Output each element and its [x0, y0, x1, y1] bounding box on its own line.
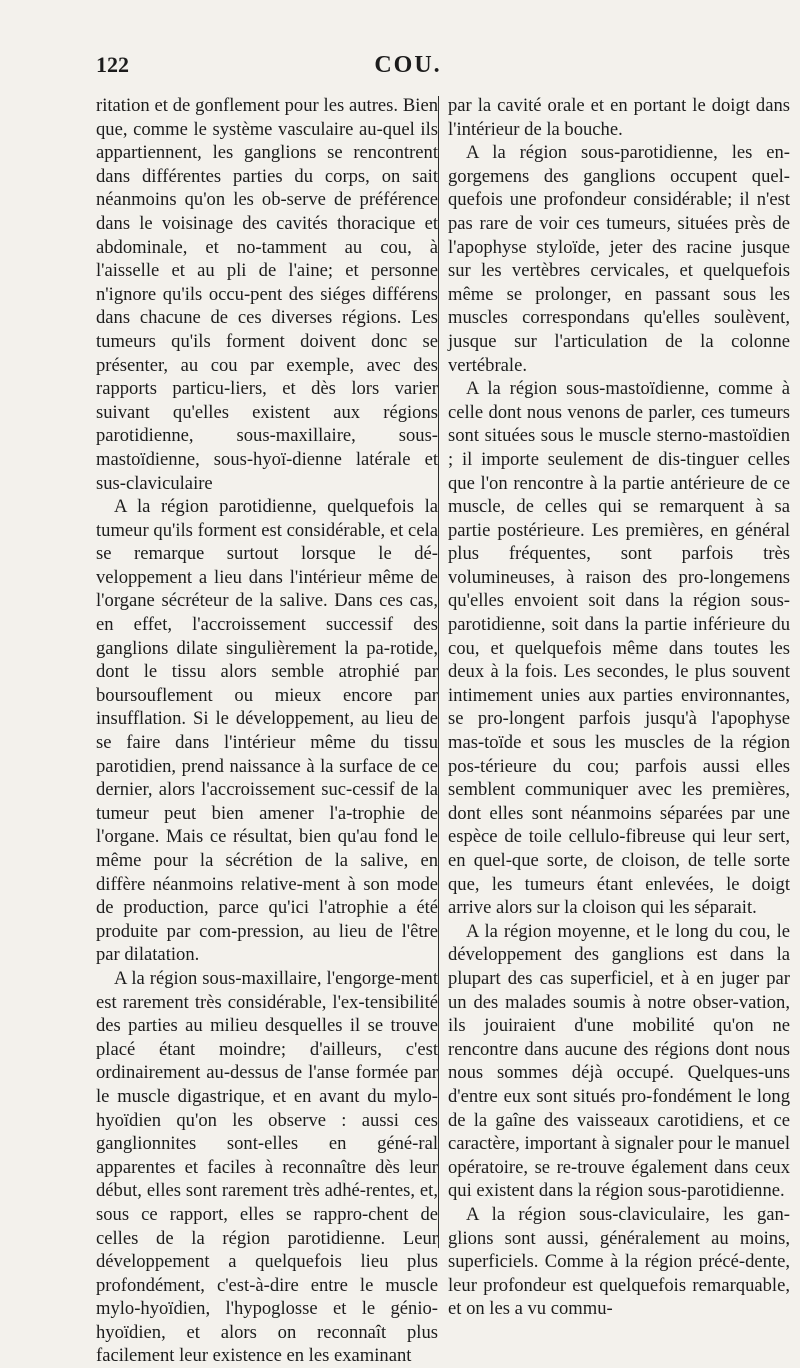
page-header [96, 52, 720, 88]
paragraph: A la région sous-parotidienne, les en-gorgemens des ganglions occupent quel-quefois une profondeur considérable; il n'est pas rare de voir ces tumeurs, situées près de l'apophyse styloïde, jeter des racine jusque sur les vertèbres cervicales, et quelquefois même se prolonger, en passant sous les muscles correspondans qu'elles soulèvent, jusque sur l'articulation de la colonne vertébrale. [448, 142, 790, 376]
paragraph: A la région moyenne, et le long du cou, le développement des ganglions est dans la plupart des cas superficiel, et à en juger par un des malades soumis à notre obser-vation, ils jouiraient d'une mobilité qu'on ne rencontre dans aucune des régions dont nous nous sommes déjà occupé. Quelques-uns d'entre eux sont situés pro-fondément le long de la gaîne des vaisseaux carotidiens, et ce caractère, important à signaler pour le manuel opératoire, se re-trouve également dans ceux qui existent dans la région sous-parotidienne. [448, 920, 790, 1202]
left-column [96, 94, 438, 1368]
paragraph: A la région sous-maxillaire, l'engorge-ment est rarement très considérable, l'ex-tensibilité des parties au milieu desquelles il se trouve placé étant moindre; d'ailleurs, c'est ordinairement au-dessus de l'anse formée par le muscle digastrique, et en avant du mylo-hyoïdien qu'on les observe : aussi ces ganglionnites sont-elles en géné-ral apparentes et faciles à reconnaître dès leur début, elles sont rarement très adhé-rentes, et, sous ce rapport, elles se rappro-chent de celles de la région parotidienne. Leur développement a quelquefois lieu plus profondément, c'est-à-dire entre le muscle mylo-hyoïdien, l'hypoglosse et le génio-hyoïdien, et alors on reconnaît plus facilement leur existence en les examinant [96, 967, 438, 1367]
right-column [448, 94, 790, 1321]
running-head: COU. [374, 52, 442, 78]
page-number: 122 [96, 52, 129, 77]
paragraph: A la région sous-claviculaire, les gan-glions sont aussi, généralement au moins, superficiels. Comme à la région précé-dente, leur profondeur est quelquefois remarquable, et on les a vu commu- [448, 1203, 790, 1320]
paragraph: ritation et de gonflement pour les autres. Bien que, comme le système vasculaire au-quel ils appartiennent, les ganglions se rencontrent dans différentes parties du corps, on sait néanmoins qu'on les ob-serve de préférence dans le voisinage des cavités thoracique et abdominale, et no-tamment au cou, à l'aisselle et au pli de l'aine; et personne n'ignore qu'ils occu-pent des siéges différens dans chacune de ces diverses régions. Les tumeurs qu'ils forment doivent donc se présenter, au cou par exemple, avec des rapports particu-liers, et dès lors varier suivant qu'elles existent aux régions parotidienne, sous-maxillaire, sous-mastoïdienne, sous-hyoï-dienne latérale et sus-claviculaire [96, 95, 438, 494]
column-divider [438, 96, 439, 1248]
paragraph: A la région sous-mastoïdienne, comme à celle dont nous venons de parler, ces tumeurs sont situées sous le muscle sterno-mastoïdien ; il importe seulement de dis-tinguer celles que l'on rencontre à la partie antérieure de ce muscle, de celles qui se remarquent à sa partie postérieure. Les premières, en général plus fréquentes, sont parfois très volumineuses, à raison des pro-longemens qu'elles envoient soit dans la région sous-parotidienne, soit dans la partie inférieure du cou, et quelquefois même dans toutes les deux à la fois. Les secondes, le plus souvent intimement unies aux parties environnantes, se pro-longent parfois jusqu'à l'apophyse mas-toïde et sous les muscles de la région pos-térieure du cou; parfois aussi elles semblent communiquer avec les premières, dont elles sont néanmoins séparées par une espèce de toile cellulo-fibreuse qui leur sert, en quel-que sorte, de cloison, de telle sorte que, les tumeurs étant enlevées, le doigt arrive alors sur la cloison qui les séparait. [448, 378, 790, 919]
paragraph: A la région parotidienne, quelquefois la tumeur qu'ils forment est considérable, et cela se remarque surtout lorsque le dé-veloppement a lieu dans l'intérieur même de l'organe sécréteur de la salive. Dans ces cas, en effet, l'accroissement successif des ganglions dilate singulièrement la pa-rotide, dont le tissu alors semble atrophié par boursouflement ou mieux encore par insufflation. Si le développement, au lieu de se faire dans l'intérieur même du tissu parotidien, prend naissance à la surface de ce dernier, alors l'accroissement suc-cessif de la tumeur peut bien amener l'a-trophie de l'organe. Mais ce résultat, bien qu'au fond le même pour la sécrétion de la salive, en diffère néanmoins relative-ment à son mode de production, parce qu'ici l'atrophie a été produite par com-pression, au lieu de l'être par dilatation. [96, 496, 438, 966]
paragraph: par la cavité orale et en portant le doigt dans l'intérieur de la bouche. [448, 95, 790, 140]
